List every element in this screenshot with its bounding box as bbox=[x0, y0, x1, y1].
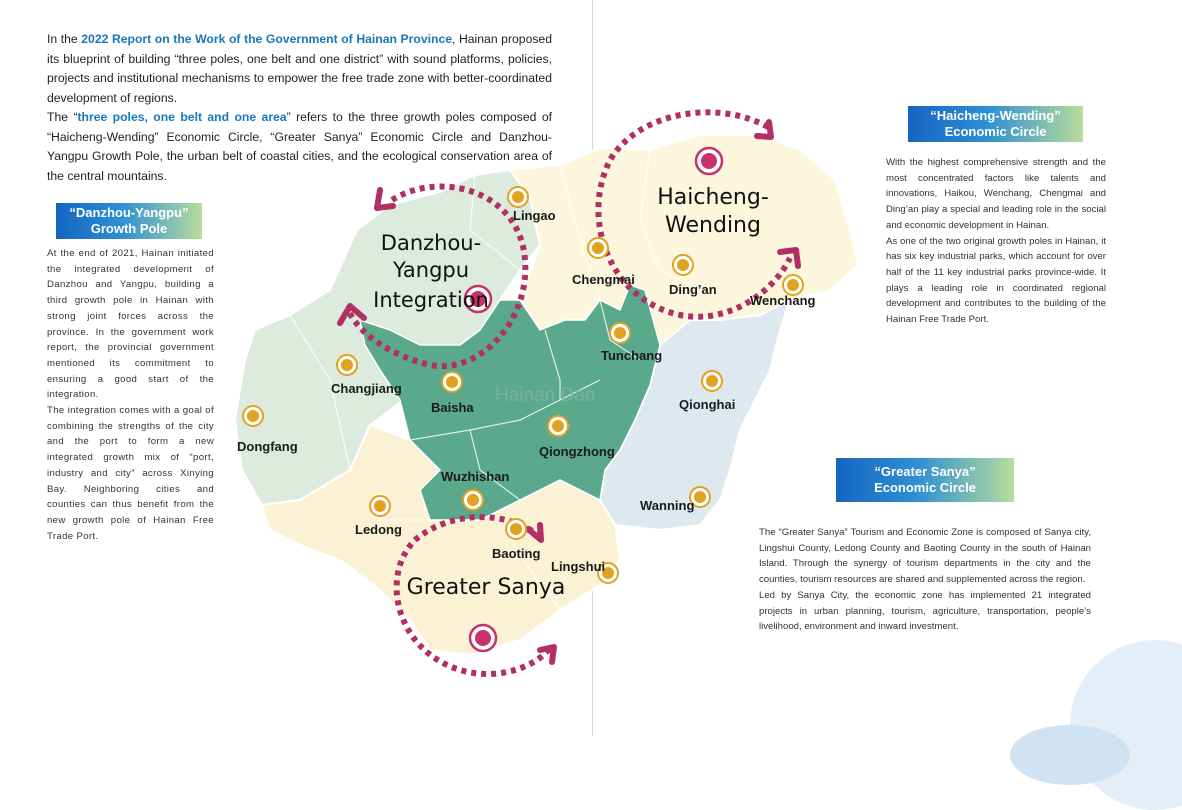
city-label-qionghai: Qionghai bbox=[679, 397, 736, 412]
badge-line-2: Economic Circle bbox=[944, 124, 1047, 139]
area-title-haicheng-line2: Wending bbox=[665, 213, 761, 238]
city-label-dingan: Ding’an bbox=[669, 282, 717, 297]
greater-sanya-description bbox=[759, 525, 1091, 635]
area-title-danzhou-line1: Danzhou- bbox=[380, 231, 482, 255]
area-title-danzhou-line3: Integration bbox=[373, 288, 489, 312]
area-title-sanya: Greater Sanya bbox=[406, 575, 566, 600]
badge-line-2: Economic Circle bbox=[874, 480, 976, 495]
marker-wenchang bbox=[783, 275, 803, 295]
haicheng-paragraph-2: As one of the two original growth poles in Hainan, it has six key industrial parks, which account for over half of the 11 key industrial parks province-wide. It plays a leading role in coordinated regional development and contributes to the building of the Hainan Free Trade Port. bbox=[886, 235, 1106, 326]
city-label-lingshui: Lingshui bbox=[551, 559, 606, 574]
intro-p2-prefix: The “ bbox=[47, 110, 78, 124]
danzhou-paragraph-2: The integration comes with a goal of combining the strengths of the city and the port to form a new integrated growth mix of “port, industry and city” across Xinying Bay. Neighboring cities and counties can thus benefit from the new growth pole of Hainan Free Trade Port. bbox=[47, 405, 214, 542]
badge-line-1: “Haicheng-Wending” bbox=[930, 108, 1061, 123]
map-watermark: Hainan Dao bbox=[495, 385, 596, 406]
intro-text bbox=[47, 30, 552, 186]
intro-paragraph-2 bbox=[47, 108, 552, 186]
area-title-danzhou-line2: Yangpu bbox=[392, 258, 470, 282]
sanya-paragraph-2: Led by Sanya City, the economic zone has implemented 21 integrated projects in urban planning, tourism, agriculture, transportation, people’s livelihood, environment and inward investment. bbox=[759, 589, 1091, 633]
intro-paragraph-1 bbox=[47, 30, 552, 108]
marker-qionghai bbox=[702, 371, 722, 391]
marker-chengmai bbox=[588, 238, 608, 258]
badge-line-1: “Greater Sanya” bbox=[874, 464, 976, 479]
pole-marker-sanya bbox=[470, 625, 496, 651]
city-label-changjiang: Changjiang bbox=[331, 381, 402, 396]
intro-p1-body: , Hainan proposed its blueprint of building “three poles, one belt and one district” with sound platforms, policies, projects and institutional mechanisms to empower the free trade zone with better-coordinated development of regions. bbox=[47, 32, 552, 105]
arrowhead-danzhou-top bbox=[377, 190, 393, 208]
haicheng-wending-badge bbox=[908, 106, 1083, 142]
intro-p1-prefix: In the bbox=[47, 32, 82, 46]
danzhou-paragraph-1: At the end of 2021, Hainan initiated the integrated development of Danzhou and Yangpu, building a third growth pole in Hainan with strong joint forces across the province. In the government work report, the provincial government mentioned its commitment to ensuring a good start of the integration. bbox=[47, 248, 214, 401]
marker-baoting bbox=[506, 519, 526, 539]
danzhou-yangpu-badge bbox=[56, 203, 202, 239]
badge-line-2: Growth Pole bbox=[90, 221, 168, 236]
report-link: 2022 Report on the Work of the Government of Hainan Province bbox=[81, 32, 453, 46]
marker-dingan bbox=[673, 255, 693, 275]
city-label-wuzhishan: Wuzhishan bbox=[441, 469, 510, 484]
badge-line-1: “Danzhou-Yangpu” bbox=[69, 205, 189, 220]
marker-wuzhishan bbox=[463, 490, 483, 510]
city-label-qiongzhong: Qiongzhong bbox=[539, 444, 615, 459]
city-label-tunchang: Tunchang bbox=[601, 348, 663, 363]
marker-qiongzhong bbox=[548, 416, 568, 436]
region-north bbox=[510, 135, 858, 345]
city-label-wenchang: Wenchang bbox=[750, 293, 816, 308]
marker-tunchang bbox=[610, 323, 630, 343]
city-label-dongfang: Dongfang bbox=[237, 439, 298, 454]
city-label-lingao: Lingao bbox=[513, 208, 556, 223]
city-label-baisha: Baisha bbox=[431, 400, 474, 415]
city-label-ledong: Ledong bbox=[355, 522, 402, 537]
danzhou-yangpu-description bbox=[47, 246, 214, 544]
intro-p2-body: ” refers to the three growth poles composed of “Haicheng-Wending” Economic Circle, “Greater Sanya” Economic Circle and Danzhou-Yangpu Growth Pole, the urban belt of coastal cities, and the ecological conservation area of the central mountains. bbox=[47, 110, 553, 183]
area-title-haicheng-line1: Haicheng- bbox=[657, 185, 769, 210]
haicheng-wending-description bbox=[886, 155, 1106, 328]
pole-marker-haikou bbox=[696, 148, 722, 174]
marker-baisha bbox=[442, 372, 462, 392]
haicheng-paragraph-1: With the highest comprehensive strength and the most concentrated factors like talents and innovations, Haikou, Wenchang, Chengmai and Ding’an play a special and leading role in the social and economic development in Hainan. bbox=[886, 157, 1106, 231]
marker-lingao bbox=[508, 187, 528, 207]
city-label-chengmai: Chengmai bbox=[572, 272, 635, 287]
marker-changjiang bbox=[337, 355, 357, 375]
city-label-baoting: Baoting bbox=[492, 546, 541, 561]
marker-dongfang bbox=[243, 406, 263, 426]
three-poles-highlight: three poles, one belt and one area bbox=[77, 110, 287, 124]
greater-sanya-badge bbox=[836, 458, 1014, 502]
marker-ledong bbox=[370, 496, 390, 516]
sanya-paragraph-1: The “Greater Sanya” Tourism and Economic Zone is composed of Sanya city, Lingshui County, Ledong County and Baoting County in the south of Hainan Island. Through the synergy of tourism departments in the city and the counties, tourism resources are shared and supplemented across the region. bbox=[759, 527, 1091, 586]
city-label-wanning: Wanning bbox=[640, 498, 695, 513]
